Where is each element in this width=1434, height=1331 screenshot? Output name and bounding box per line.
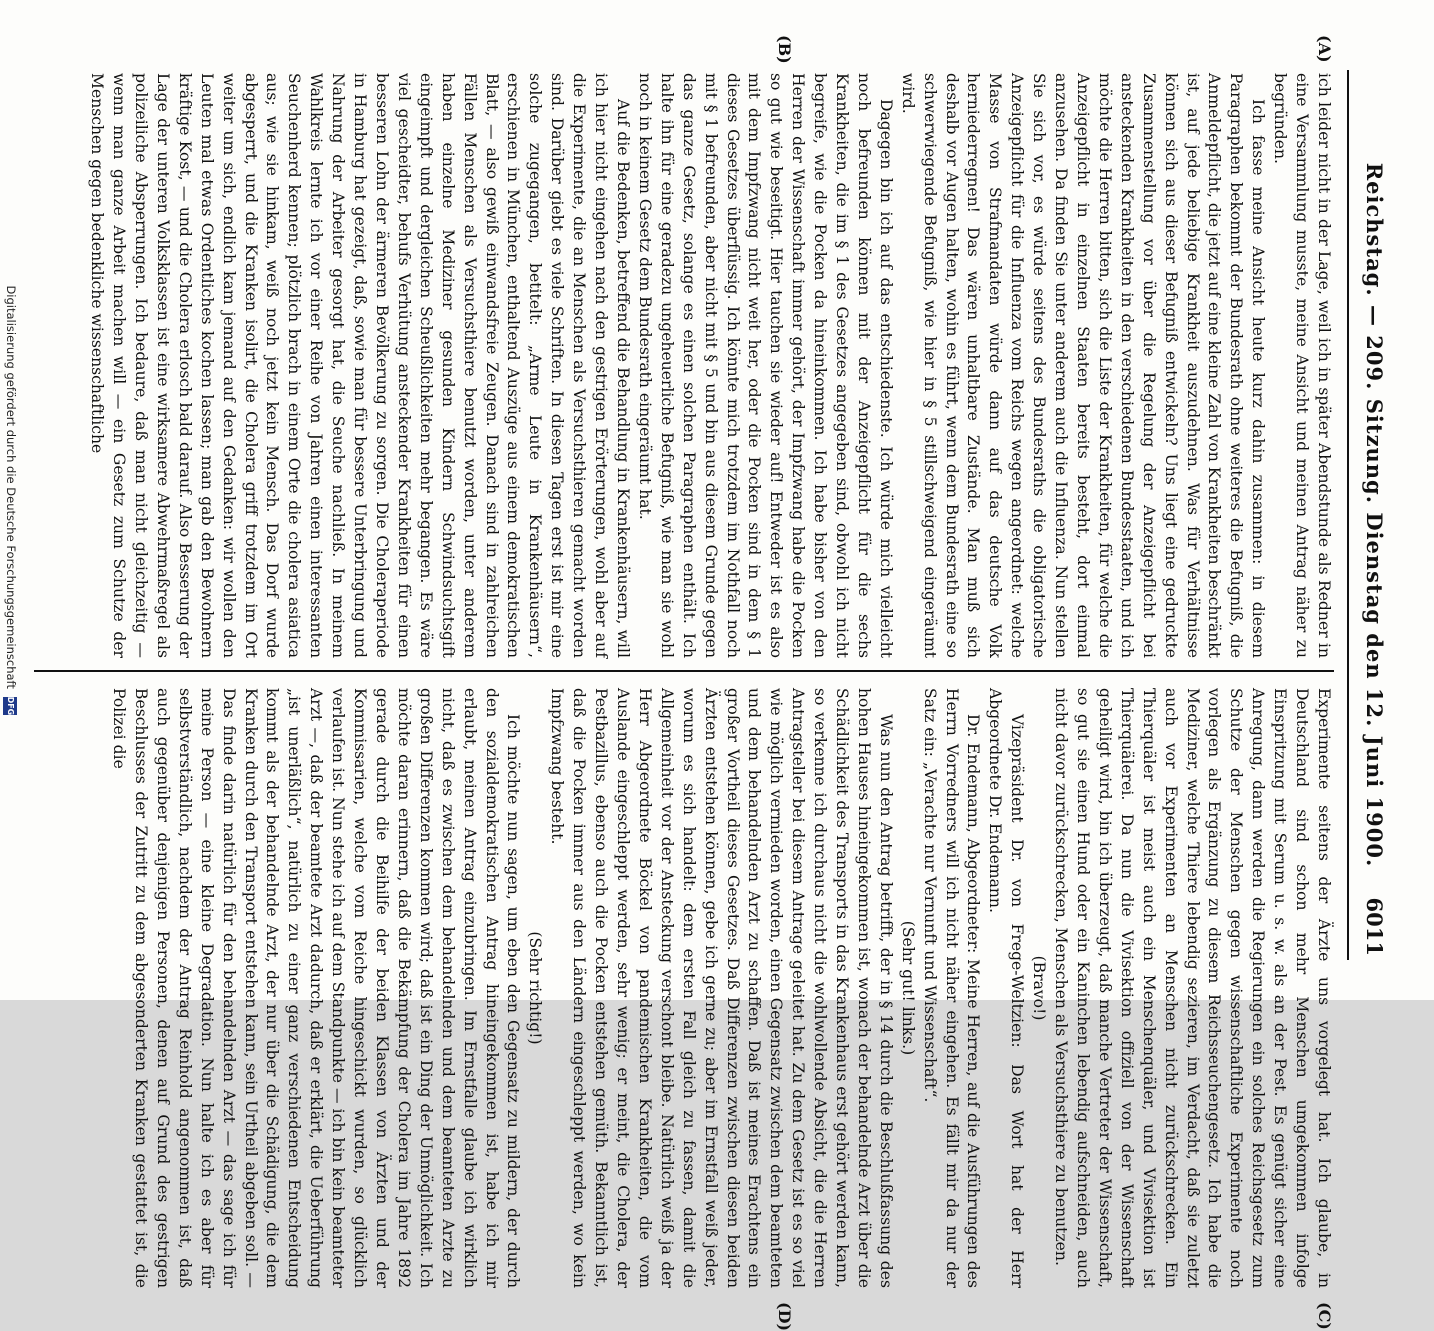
paragraph: Was nun den Antrag betrifft, der in § 14 durch die Beschlußfassung des hohen Hauses hineingekommen ist, wonach der behandelnde Arzt über die Schädlichkeit des Transports in das Krankenhaus erst gehört werden kann, so verkenne ich durchaus nicht die wohlwollende Absicht, die die Herren Antragsteller bei diesem Antrage geleitet hat. Zu dem Gesetz ist es so viel wie möglich vermieden worden, einen Gegensatz zwischen dem beamteten und dem behandelnden Arzt zu schaffen. Daß ist meines Erachtens ein großer Vortheil dieses Gesetzes. Daß Differenzen zwischen diesen beiden Ärzten entstehen können, gebe ich gerne zu; aber im Ernstfall weiß jeder, worum es sich handelt: dem ersten Fall gleich zu fassen, damit die Allgemeinheit vor der Ansteckung verschont bleibe. Natürlich weiß ja der Herr Abgeordnete Böckel von pandemischen Krankheiten, die vom Auslande eingeschleppt werden, sehr wenig; er meint, die Cholera, der Pestbazillus, ebenso auch die Pocken entstehen gemüth. Bekanntlich ist, daß die Pocken immer aus den Ländern eingeschleppt werden, wo kein Impfzwang besteht. — [548, 688, 895, 1288]
interjection: (Bravo!) — [1030, 955, 1049, 1021]
digitization-credit — [0, 0, 22, 1000]
interjection: (Sehr gut! links.) — [898, 920, 917, 1056]
paragraph: Dagegen bin ich auf das entschiedenste. Ich würde mich vielleicht noch befreunden können mit der Anzeigepflicht für die sechs Krankheiten, die im § 1 des Gesetzes angegeben sind, obwohl ich nicht begreife, wie die Pocken da hineinkommen. Ich habe bisher von den Herren der Wissenschaft immer gehört, der Impfzwang habe die Pocken so gut wie beseitigt. Hier tauchen sie wieder auf! Entweder ist es also mit dem Impfzwang nicht weit her, oder die Pocken sind in dem § 1 dieses Gesetzes überflüssig. Ich könnte mich trotzdem im Nothfall noch mit § 1 befreunden, aber nicht mit § 5 und bin aus diesem Grunde gegen das ganze Gesetz, solange es einen solchen Paragraphen enthält. Ich halte ihn für eine geradezu ungeheuerliche Befugniß, wie man sie wohl noch in keinem Gesetz dem Bundesrath eingeräumt hat. — [635, 73, 895, 658]
paragraph: Ich fasse meine Ansicht heute kurz dahin zusammen: in diesem Paragraphen bekommt der Bundesrath ohne weiteres die Befugniß, die Anmeldepflicht, die jetzt auf eine kleine Zahl von Krankheiten beschränkt ist, auf jede beliebige Krankheit auszudehnen. Was für Verhältnisse können sich aus dieser Befugniß entwickeln? Uns liegt eine gedruckte Zusammenstellung vor über die Regelung der Anzeigepflicht bei ansteckenden Krankheiten in den verschiedenen Bundesstaaten, und ich möchte die Herren bitten, sich die Liste der Krankheiten, für welche die Anzeigepflicht in einzelnen Staaten bereits besteht, dort einmal anzusehen. Da finden Sie unter anderem auch die Influenza. Nun stellen Sie sich vor, es würde seitens des Bundesraths die obligatorische Anzeigepflicht für die Influenza vom Reichs wegen angeordnet: welche Masse von Strafmandaten würde dann auf das deutsche Volk herniederregnen! Das wären unhaltbare Zustände. Man muß sich deshalb vor Augen halten, wohin es führt, wenn dem Bundesrath eine so schwerwiegende Befugniß, wie hier in § 5 stillschweigend eingeräumt wird. — [898, 73, 1268, 658]
paragraph: Ich möchte nun sagen, um eben den Gegensatz zu mildern, der durch den sozialdemokratischen Antrag hineingekommen ist, habe ich mir erlaubt, meinen Antrag einzubringen. Im Ernstfalle glaube ich wirklich nicht, daß es zwischen dem behandelnden und dem beamteten Arzte zu großen Differenzen kommen wird; daß ist ein Ding der Unmöglichkeit. Ich möchte daran erinnern, daß die Bekämpfung der Cholera im Jahre 1892 gerade durch die Beihilfe der beiden Klassen von Ärzten und der Kommissarien, welche vom Reiche hingeschickt wurden, so glücklich verlaufen ist. Nun stehe ich auf dem Standpunkte — ich bin kein beamteter Arzt —, daß der beamtete Arzt dadurch, daß er erklärt, die Ueberführung „ist unerläßlich“, natürlich zu einer ganz verschiedenen Entscheidung kommt als der behandelnde Arzt, der nur über die Schädigung, die dem Kranken durch den Transport entstehen kann, sein Urtheil abgeben soll. — Das finde darin natürlich für den behandelnden Arzt — das sage ich für meine Person — eine kleine Degradation. Nun halte ich es aber für selbstverständlich, nachdem der Antrag Reinhold angenommen ist, daß auch gegenüber denjenigen Personen, denen auf Grund des gestrigen Beschlusses der Zutritt zu dem abgesonderten Kranken gestattet ist, die Polizei die — [110, 688, 523, 1288]
page-header — [1347, 70, 1389, 960]
column-divider — [34, 670, 1334, 672]
paragraph: ich leider nicht in der Lage, weil ich in später Abendstunde als Redner in eine Versammlung musste, meine Ansicht und meinen Antrag näher zu begründen. — [1271, 73, 1333, 658]
credit-text: Digitalisierung gefördert durch die Deutsche Forschungsgemeinschaft — [4, 285, 18, 689]
left-column — [34, 73, 1334, 658]
speaker-paragraph: Vizepräsident Dr. von Frege-Weltzien: Das Wort hat der Herr Abgeordnete Dr. Endemann. — [986, 688, 1027, 1288]
interjection: (Sehr richtig!) — [526, 931, 545, 1045]
page-title: Reichstag. — 209. Sitzung. Dienstag den 12. Juni 1900. — [1362, 162, 1387, 868]
margin-marker-d: (D) — [775, 1302, 794, 1331]
margin-marker-a: (A) — [1315, 35, 1334, 63]
right-column — [34, 688, 1334, 1288]
margin-marker-c: (C) — [1315, 1302, 1334, 1330]
paragraph: Auf die Bedenken, betreffend die Behandlung in Krankenhäusern, will ich hier nicht eingehen nach den gestrigen Erörterungen, wohl aber auf die Experimente, die an Menschen als Versuchsthieren gemacht worden sind. Darüber giebt es viele Schriften. In diesen Tagen erst ist mir eine solche zugegangen, betitelt: „Arme Leute in Krankenhäusern“, erschienen in München, enthaltend Auszüge aus einem demokratischen Blatt, — also gewiß einwandsfreie Zeugen. Danach sind in zahlreichen Fällen Menschen als Versuchsthiere benutzt worden, unter anderem haben einzelne Mediziner gesunden Kindern Schwindsuchtsgift eingeimpft und dergleichen Scheußlichkeiten mehr begangen. Es wäre viel gescheidter, behufs Verhütung ansteckender Krankheiten für einen besseren Lohn der ärmeren Bevölkerung zu sorgen. Die Choleraperiode in Hamburg hat gezeigt, daß, sowie man für bessere Unterbringung und Nahrung der Arbeiter gesorgt hat, die Seuche nachließ. In meinem Wahlkreis lernte ich vor einer Reihe von Jahren einen interessanten Seuchenherd kennen; plötzlich brach in einem Orte die cholera asiatica aus; wie sie hinkam, weiß noch jetzt kein Mensch. Das Dorf wurde abgesperrt, und die Kranken isolirt, die Cholera griff trotzdem im Ort weiter um sich, endlich kam jemand auf den Gedanken: wir wollen den Leuten mal etwas Ordentliches kochen lassen; man gab den Bewohnern kräftige Kost, — und die Cholera erlosch bald darauf. Also Besserung der Lage der unteren Volksklassen ist eine wirksamere Abwehrmaßregel als polizeiliche Absperrungen. Ich bedaure, daß man nicht gleichzeitig — wenn man ganze Arbeit machen will — ein Gesetz zum Schutze der Menschen gegen bedenkliche wissenschaftliche — [88, 73, 632, 658]
margin-marker-b: (B) — [775, 35, 794, 64]
page-number: 6011 — [1362, 897, 1387, 956]
speaker-paragraph: Dr. Endemann, Abgeordneter: Meine Herren, auf die Ausführungen des Herrn Vorredners will ich nicht näher eingehen. Es fällt mir da nur der Satz ein: „Verachte nur Vernunft und Wissenschaft“. — [920, 688, 983, 1288]
dfg-logo-icon: DFG — [4, 697, 18, 715]
paragraph: Experimente seitens der Ärzte uns vorgelegt hat. Ich glaube, in Deutschland sind schon mehr Menschen umgekommen infolge Einspritzung mit Serum u. s. w. als an der Pest. Es genügt sicher eine Anregung, dann werden die Regierungen ein solches Reichsgesetz zum Schutze der Menschen gegen wissenschaftliche Experimente noch vorlegen als Ergänzung zu diesem Reichsseuchengesetz. Ich habe die Mediziner, welche Thiere lebendig sezieren, im Verdacht, daß sie zuletzt auch vor Experimenten an Menschen nicht zurückschrecken. Ein Thierquäler ist meist auch ein Menschenquäler, und Vivisektion ist Thierquälerei. Da nun die Vivisektion offiziell von der Wissenschaft geheiligt wird, bin ich überzeugt, daß manche Vertreter der Wissenschaft, so gut sie einen Hund oder ein Kaninchen lebendig aufschneiden, auch nicht davor zurückschrecken, Menschen als Versuchsthiere zu benutzen. — [1052, 688, 1333, 1288]
